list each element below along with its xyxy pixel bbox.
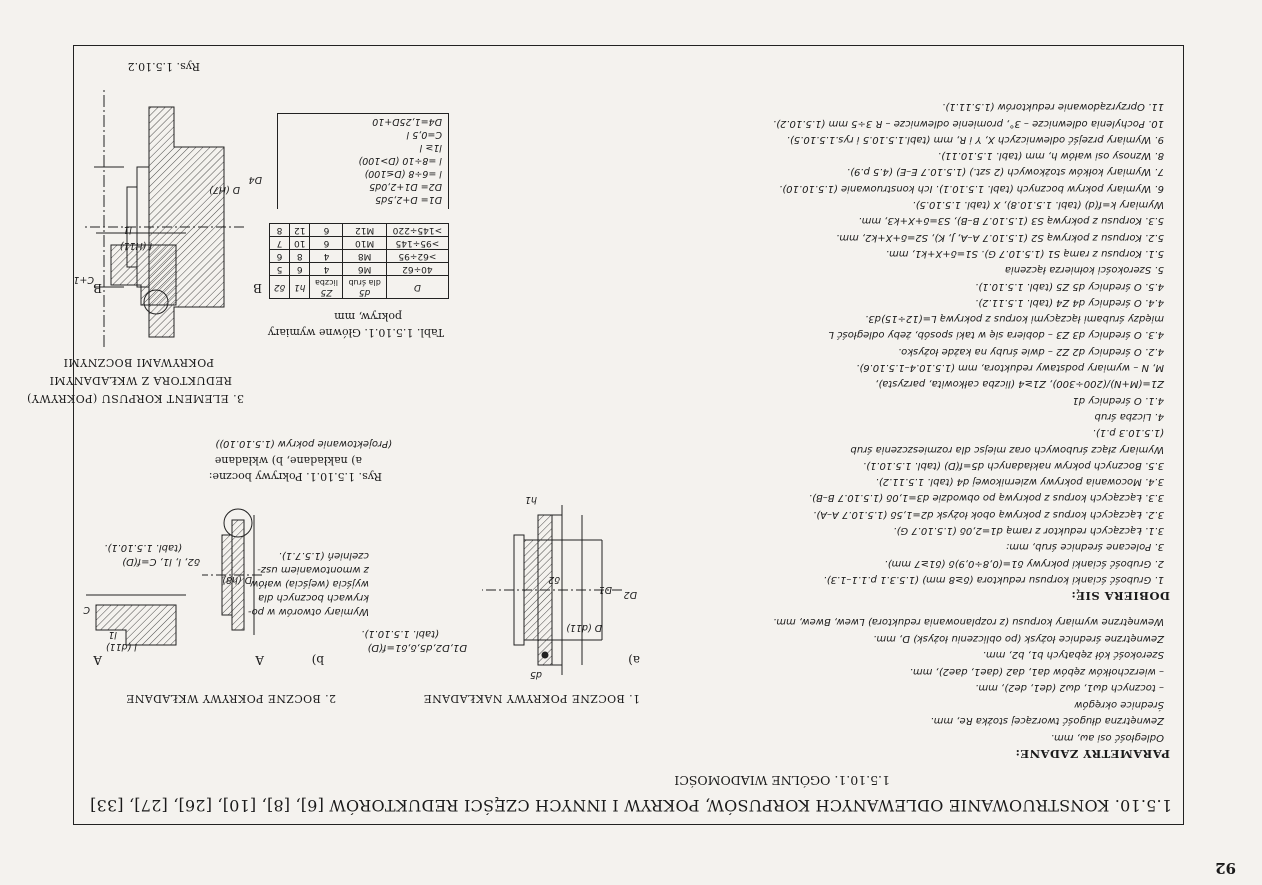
th-h1: h1 <box>290 276 310 299</box>
chosen-list-line: 4.5. O średnicy d5 Z5 (tabl. 1.5.10.1). <box>975 280 1164 292</box>
dim-delta2-label: δ2 <box>548 574 560 585</box>
formula-line: D4=1,25D+10 <box>372 116 442 127</box>
chosen-list-line: 1. Grubość ścianki korpusu reduktora (δ≥8 mm) (1.5.3.1 p.1.1–1.3). <box>823 574 1164 585</box>
chosen-list-line: 11. Oprzyrządowanie reduktorów (1.5.11.1). <box>942 101 1164 113</box>
dim-l1-label: l1 <box>108 629 117 640</box>
dim-dh8-label: D (h8) <box>222 574 252 585</box>
sec3-title2: REDUKTORA Z WKŁADANYMI <box>49 374 232 387</box>
fig1-caption2: a) nakładane, b) wkładane <box>214 454 362 467</box>
given-list-line: Zewnętrzne średnice łożysk (po obliczeniu łożysk) D, mm. <box>873 633 1164 644</box>
figure-detail-a <box>86 585 186 665</box>
dim-d1-label: D1 <box>598 584 612 595</box>
view-b-left: B <box>253 281 262 295</box>
table-cell: 12 <box>290 224 310 237</box>
given-list-line: Odległość osi aω, mm. <box>1050 732 1164 743</box>
chosen-list-line: 4. Liczba śrub <box>1094 411 1164 422</box>
given-list-line: Szerokość kół zębatych b1, b2, mm. <box>982 649 1164 661</box>
note-b-line: Wymiary otworów w po- <box>247 606 369 617</box>
chosen-list-line: 9. Wymiary przejść odlewniczych X, Y i R, mm (tabl.1.5.10.5 i rys.1.5.10.5). <box>786 133 1164 145</box>
note-a2: (tabl. 1.5.10.1). <box>361 628 439 639</box>
table-row <box>270 250 449 263</box>
chosen-list-line: M, N – wymiary podstawy reduktora, mm (1.5.10.4–1.5.10.6). <box>856 362 1164 374</box>
formula-line: l1≥ l <box>419 142 442 153</box>
chosen-list-line: 3. Polecane średnice śrub, mm: <box>1005 541 1164 553</box>
chosen-list-line: 6. Wymiary pokryw bocznych (tabl. 1.5.10.1). Ich konstruowanie (1.5.10.10). <box>779 182 1164 194</box>
note-c2: (tabl. 1.5.10.1). <box>104 542 182 553</box>
chosen-list-line: 5.1. Korpusu z ramą S1 (1.5.10.7 G). S1=δ+X+k1, mm. <box>885 248 1164 259</box>
th-z5: Z5 liczba <box>310 276 343 299</box>
th-delta2: δ2 <box>270 276 290 299</box>
table-cell: M6 <box>343 263 386 276</box>
dim-l-h11-label: l (H11) <box>119 240 152 251</box>
chosen-list-line: (1.5.10.3 p.1). <box>1092 427 1164 439</box>
chosen-list-line: 3.5. Bocznych pokryw nakładanych d5=f(D) (tabl. 1.5.10.1). <box>862 459 1164 471</box>
covers-sec2: 2. BOCZNE POKRYWY WKŁADANE <box>125 692 336 705</box>
sec3-title3: POKRYWAMI BOCZNYMI <box>63 356 214 369</box>
label-b: b) <box>311 653 324 667</box>
chosen-header: DOBIERA SIĘ: <box>1070 589 1170 603</box>
formula-line: C=0,5 l <box>406 129 442 140</box>
formula-line: D2= D1+2,0d5 <box>369 181 442 192</box>
dim-l1-b-label: l1 <box>123 224 132 235</box>
dim-d2-label: D2 <box>623 589 637 600</box>
table-cell: 40÷62 <box>386 263 448 276</box>
table-cell: 8 <box>270 224 290 237</box>
table-cell: 4 <box>310 250 343 263</box>
table-cell: 6 <box>270 250 290 263</box>
note-a: D1,D2,d5,δ,δ1=f(D) <box>367 642 467 653</box>
table-caption2: pokryw, mm <box>334 310 402 323</box>
chosen-list-line: 5. Szerokości kołnierza łączenia <box>1004 264 1164 276</box>
given-list-line: – tocznych dω1, dω2 (de1, de2), mm. <box>975 682 1164 694</box>
note-b-line: wyjścia (wejścia) wałów <box>250 578 369 589</box>
table-cell: 6 <box>310 237 343 250</box>
chosen-list-line: między śrubami łączącymi korpus z pokrywą L=(12÷15)d3. <box>865 313 1164 325</box>
table-cell: 7 <box>270 237 290 250</box>
table-row <box>270 263 449 276</box>
dims-table <box>269 223 449 299</box>
chosen-list-line: 3.4. Mocowania pokrywy wziernikowej d4 (tabl. 1.5.11.2). <box>875 476 1164 488</box>
table-cell: M12 <box>343 224 386 237</box>
chosen-list-line: 3.3. Łączących korpus z pokrywą po obwodzie d3=1,0δ (1.5.10.7 B–B). <box>808 492 1164 504</box>
page-number: 92 <box>1215 859 1236 877</box>
fig2-caption: Rys. 1.5.10.2 <box>127 60 200 73</box>
section-title: 1.5.10. KONSTRUOWANIE ODLEWANYCH KORPUSÓW, POKRYW I INNYCH CZĘŚCI REDUKTORÓW [6], [8], [10], [26], [27], [33] <box>89 796 1172 815</box>
given-list-line: Zewnętrzna długość tworzącej stożka Re, mm. <box>930 715 1164 727</box>
chosen-list-line: 7. Wymiary kołków stożkowych (2 szt.) (1.5.10.7 E–E) (4.5 p.9). <box>846 166 1164 178</box>
table-cell: 6 <box>310 224 343 237</box>
dim-dh7-label: D (H7) <box>209 184 240 195</box>
table-cell: >62÷95 <box>386 250 448 263</box>
chosen-list-line: 3.2. Łączących korpus z pokrywą obok łożysk d2=1,5δ (1.5.10.7 A–A). <box>813 508 1164 520</box>
section-subtitle: 1.5.10.1. OGÓLNE WIADOMOŚCI <box>674 773 890 788</box>
dim-l-d11-label: l (d11) <box>105 641 137 652</box>
table-row <box>270 224 449 237</box>
table-cell: >95÷145 <box>386 237 448 250</box>
note-b-line: z wmontowaniem usz- <box>257 564 369 575</box>
sec3-title: 3. ELEMENT KORPUSU (POKRYWY) <box>26 392 244 405</box>
table-cell: M8 <box>343 250 386 263</box>
chosen-list-line: Z1=(M+N)/(200÷300), Z1≥4 (liczba całkowita, parzysta), <box>875 378 1164 390</box>
dim-c-label: C <box>83 604 90 615</box>
formula-line: l =6÷8 (D≤100) <box>364 168 442 179</box>
dim-h1-label: h1 <box>524 494 537 505</box>
formula-line: D1= D+2,5d5 <box>375 194 442 205</box>
fig1-caption3: (Projektowanie pokryw (1.5.10.10)) <box>215 438 392 449</box>
dim-d4-label: D4 <box>248 174 262 185</box>
table-cell: M10 <box>343 237 386 250</box>
table-caption: Tabl. 1.5.10.1. Główne wymiary <box>267 326 444 339</box>
table-cell: 10 <box>290 237 310 250</box>
note-b-line: krywach bocznych dla <box>258 592 369 603</box>
note-c: δ2, l, l1, C=f(D) <box>122 556 200 567</box>
chosen-list-line: 10. Pochylenia odlewnicze – 3°, promienie odlewnicze – R 3÷5 mm (1.5.10.2). <box>772 117 1164 129</box>
dim-dd11-label: D (d11) <box>566 622 602 633</box>
dims-table-body <box>270 224 449 276</box>
view-a-right: A <box>93 653 102 667</box>
chosen-list-line: 5.3. Korpusu z pokrywą S3 (1.5.10.7 B–B), S3=δ+X+k3, mm. <box>858 215 1164 227</box>
chosen-list-line: 4.4. O średnicy d4 Z4 (tabl. 1.5.11.2). <box>975 296 1164 308</box>
given-list-line: Średnice okręgów <box>1074 699 1164 710</box>
chosen-list-line: 4.3. O średnicy d3 Z3 – dobiera się w taki sposób, żeby odległość L <box>828 329 1164 341</box>
th-d: D <box>386 276 448 299</box>
table-cell: 6 <box>290 263 310 276</box>
th-d5: d5 dla śrub <box>343 276 386 299</box>
given-header: PARAMETRY ZADANE: <box>1015 747 1170 761</box>
formula-line: l =8÷10 (D>100) <box>358 155 442 166</box>
covers-sec1: 1. BOCZNE POKRYWY NAKŁADANE <box>423 692 640 705</box>
fig1-caption: Rys. 1.5.10.1. Pokrywy boczne: <box>208 470 382 483</box>
note-b-line: czelnień (1.5.7.1). <box>278 550 369 561</box>
chosen-list-line: Wymiary k=f(d) (tabl. 1.5.10.8), X (tabl. 1.5.10.5). <box>912 199 1164 211</box>
given-list-line: – wierzchołków zębów da1, da2 (dae1, dae2), mm. <box>909 666 1164 677</box>
dim-d5-label: d5 <box>529 669 542 680</box>
dim-c1-label: C+1 <box>73 274 94 285</box>
chosen-list-line: 3.1. Łączących reduktor z ramą d1=2,0δ (1.5.10.7 G). <box>893 525 1164 537</box>
table-cell: >145÷220 <box>386 224 448 237</box>
chosen-list-line: 5.2. Korpusu z pokrywą S2 (1.5.10.7 A–A, J, K), S2=δ+X+k2, mm. <box>836 231 1164 243</box>
given-list-line: Wewnętrzne wymiary korpusu (z rozplanowania reduktora) Lwew, Bwew, mm. <box>773 616 1164 628</box>
figure-cover-bolted <box>482 505 622 685</box>
label-a: a) <box>628 653 640 667</box>
table-row <box>270 237 449 250</box>
table-cell: 8 <box>290 250 310 263</box>
table-formulas <box>277 113 449 209</box>
chosen-list-line: 2. Grubość ścianki pokrywy δ1=(0,8÷0,9)δ (δ1≥7 mm). <box>884 557 1164 569</box>
chosen-list-line: 4.1. O średnicy d1 <box>1072 394 1164 406</box>
chosen-list-line: 8. Wznosy osi wałów h, mm (tabl. 1.5.10.11). <box>937 150 1164 162</box>
chosen-list-line: 4.2. O średnicy d2 Z2 – dwie śruby na każde łożysko. <box>898 345 1164 357</box>
chosen-list-line: Wymiary złącz śrubowych oraz miejsc dla rozmieszczenia śrub <box>850 443 1164 455</box>
table-cell: 5 <box>270 263 290 276</box>
view-a-left: A <box>255 653 264 667</box>
table-cell: 4 <box>310 263 343 276</box>
view-b-right: B <box>93 281 102 295</box>
